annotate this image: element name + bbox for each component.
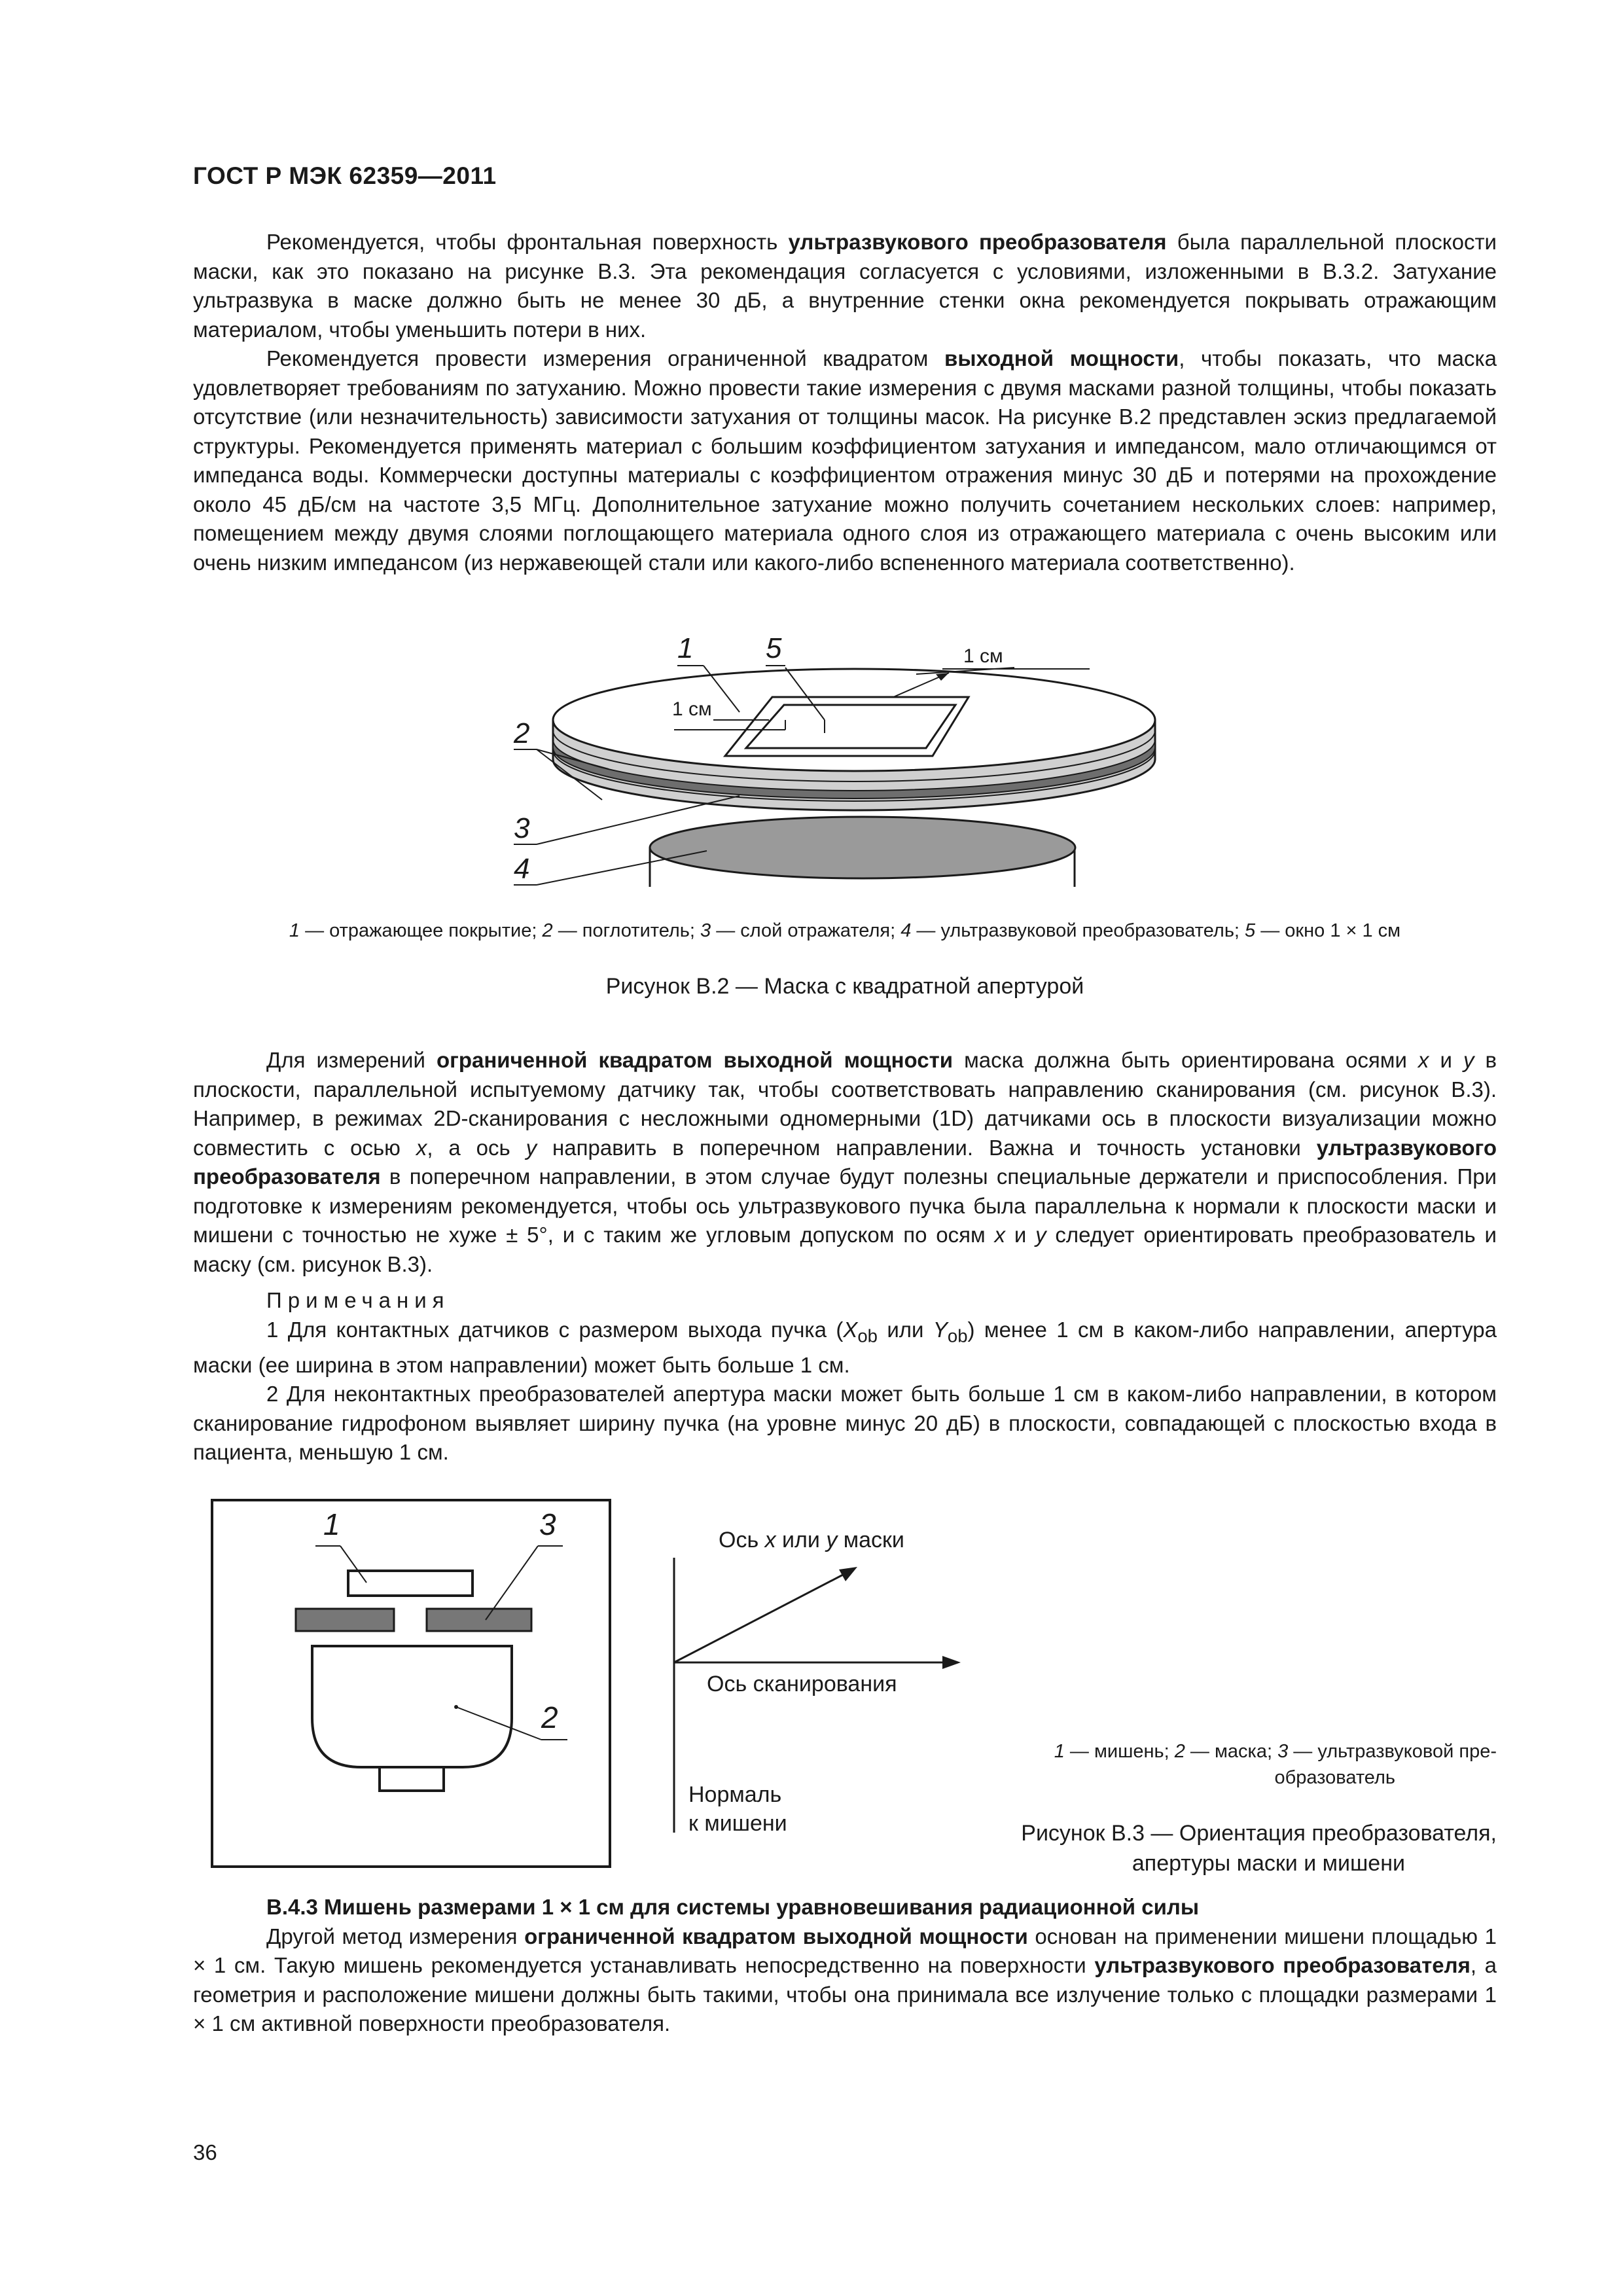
fig2-label-1: 1 xyxy=(677,632,694,664)
mask-right xyxy=(427,1609,531,1631)
fig3-caption: Рисунок В.3 — Ориентация преобразователя, апертуры маски и мишени xyxy=(1021,1821,1497,1876)
document-header: ГОСТ Р МЭК 62359—2011 xyxy=(193,162,497,189)
dim-outer-label: 1 см xyxy=(963,645,1003,667)
paragraph-1: Рекомендуется, чтобы фронтальная поверхность ультразвукового преобразователя была параллельной плоскости маски, как это показано на рисунке В.3. Эта рекомендация согласуется с условиями, изложенными в В.3.2. Затухание ультразвука в маске должно быть не менее 30 дБ, а внутренние стенки окна рекомендуется покрывать отражающим материалом, чтобы уменьшить потери в них. xyxy=(193,230,1497,342)
note-1: 1 Для контактных датчиков с размером выхода пучка ($X_{ob}$ или $Y_{ob}$) менее 1 см в каком-либо направлении, апертура маски (ее ширина в этом направлении) может быть больше 1 см. xyxy=(193,1317,1497,1377)
section-body: Другой метод измерения ограниченной квадратом выходной мощности основан на применении мишени площадью 1 × 1 см. Такую мишень рекомендуется устанавливать непосредственно на поверхности ультразвукового преобразователя, а геометрия и расположение мишени должны быть такими, чтобы она принимала все излучение только с площадки размерами 1 × 1 см активной поверхности преобразователя. xyxy=(193,1924,1497,2036)
intro-text xyxy=(193,228,1497,577)
figure-b2 xyxy=(497,628,1217,890)
note-2: 2 Для неконтактных преобразователей апертура маски может быть больше 1 см в каком-либо направлении, в котором сканирование гидрофоном выявляет ширину пучка (на уровне минус 20 дБ) в плоскости, совпадающей с плоскостью входа в пациента, меньшую 1 см. xyxy=(193,1382,1497,1465)
section-title: В.4.3 Мишень размерами 1 × 1 см для системы уравновешивания радиационной силы xyxy=(266,1895,1200,1919)
scan-axis-arrow xyxy=(942,1656,961,1669)
mask-left xyxy=(296,1609,394,1631)
normal-label: Нормаль к мишени xyxy=(688,1782,787,1836)
fig2-label-3: 3 xyxy=(514,812,530,844)
fig3-label-3: 3 xyxy=(539,1507,556,1541)
dim-inner-label: 1 см xyxy=(672,698,712,720)
paragraph-3: Для измерений ограниченной квадратом выходной мощности маска должна быть ориентирована осями x и y в плоскости, параллельной испытуемому датчику так, чтобы соответствовать направлению сканирования (см. рисунок В.3). Например, в режимах 2D-сканирования с несложными одномерными (1D) датчиками ось в плоскости визуализации можно совместить с осью x, а ось y направить в поперечном направлении. Важна и точность установки ультразвукового преобразователя в поперечном направлении, в этом случае будут полезны специальные держатели и приспособления. При подготовке к измерениям рекомендуется, чтобы ось ультразвукового пучка была параллельна к нормали к плоскости маски и мишени с точностью не хуже ± 5°, и с таким же угловым допуском по осям x и y следует ориентировать преобразователь и маску (см. рисунок В.3). xyxy=(193,1048,1497,1276)
transducer-cable-stub xyxy=(380,1767,444,1791)
transducer-shape xyxy=(312,1646,512,1767)
page-number: 36 xyxy=(193,2140,217,2164)
axis-scan-label: Ось сканирования xyxy=(707,1672,897,1696)
axis-mask-label: Ось x или y маски xyxy=(719,1528,904,1552)
fig3-legend: 1 — мишень; 2 — маска; 3 — ультразвуковой пре- образователь xyxy=(1054,1741,1497,1788)
section-b43 xyxy=(193,1893,1497,2039)
fig2-label-2: 2 xyxy=(514,717,530,749)
notes-heading: Примечания xyxy=(266,1288,450,1312)
fig2-label-4: 4 xyxy=(514,853,530,885)
mask-axis-arrow xyxy=(839,1567,857,1581)
fig3-label-2: 2 xyxy=(541,1700,558,1734)
fig2-label-5: 5 xyxy=(766,632,782,664)
transducer-body xyxy=(650,817,1075,887)
fig2-caption: Рисунок В.2 — Маска с квадратной апертурой xyxy=(605,974,1084,999)
fig2-legend: 1 — отражающее покрытие; 2 — поглотитель; 3 — слой отражателя; 4 — ультразвуковой преобразователь; 5 — окно 1 × 1 см xyxy=(289,920,1401,941)
mask-axis xyxy=(674,1574,844,1662)
paragraph-2: Рекомендуется провести измерения ограниченной квадратом выходной мощности, чтобы показать, что маска удовлетворяет требованиям по затуханию. Можно провести такие измерения с двумя масками разной толщины, чтобы показать отсутствие (или незначительность) зависимости затухания от толщины масок. На рисунке В.2 представлен эскиз предлагаемой структуры. Рекомендуется применять материал с большим коэффициентом затухания и импедансом, мало отличающимся от импеданса воды. Коммерчески доступны материалы с коэффициентом отражения минус 30 дБ и потерями на прохождение около 45 дБ/см на частоте 3,5 МГц. Дополнительное затухание можно получить сочетанием нескольких слоев: например, помещением между двумя слоями поглощающего материала одного слоя из отражающего материала с очень высоким или очень низким импедансом (из нержавеющей стали или какого-либо вспененного материала соответственно). xyxy=(193,346,1497,575)
target-rect xyxy=(348,1571,473,1596)
notes-block xyxy=(193,1286,1497,1467)
fig3-label-1: 1 xyxy=(323,1507,340,1541)
figure-b3-sketch xyxy=(211,1499,611,1868)
